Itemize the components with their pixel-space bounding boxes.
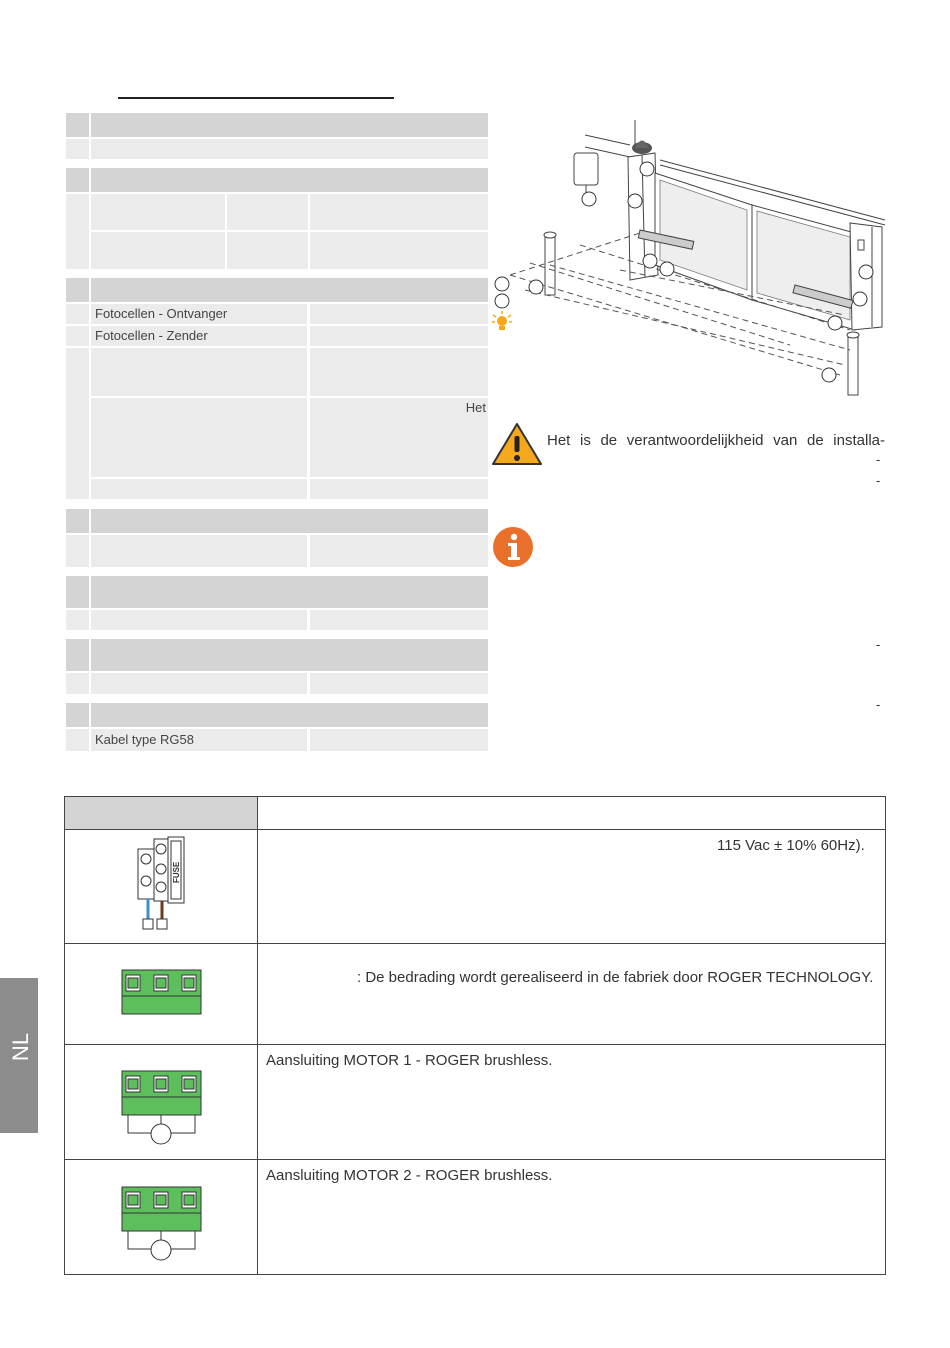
lamp-icon: [492, 311, 512, 330]
terminal-table-header: [65, 797, 257, 829]
motor-terminal-icon: [121, 1070, 203, 1146]
table-row-separator: [65, 829, 885, 830]
table-header: [91, 168, 488, 192]
table-header: [91, 639, 488, 671]
table-marker: [66, 729, 89, 751]
table-cell: [91, 673, 307, 694]
table-row-separator: [65, 1159, 885, 1160]
table-cell: [310, 232, 488, 269]
gate-illustration: [490, 115, 890, 405]
table-header: [91, 703, 488, 727]
power-supply-text: 115 Vac ± 10% 60Hz).: [717, 837, 865, 854]
table-marker: [66, 703, 89, 727]
info-dash: -: [876, 697, 881, 712]
table-marker: [66, 194, 89, 269]
table-marker: [66, 168, 89, 192]
table-marker: [66, 348, 89, 499]
table-cell: [310, 326, 488, 346]
table-cell: [227, 232, 308, 269]
table-row-separator: [65, 943, 885, 944]
table-marker: [66, 639, 89, 671]
table-marker: [66, 278, 89, 302]
table-marker: [66, 509, 89, 533]
header-underline: [118, 97, 394, 99]
fuse-terminal-icon: [135, 833, 195, 933]
cable-type-label: Kabel type RG58: [91, 729, 307, 751]
motor-terminal-icon: [121, 1186, 203, 1262]
warning-dash: -: [876, 473, 881, 488]
terminal-block-icon: [121, 969, 203, 1017]
language-label: NL: [8, 1032, 33, 1062]
table-marker: [66, 139, 89, 159]
table-cell: [91, 232, 225, 269]
table-row-separator: [65, 1044, 885, 1045]
table-cell: [310, 673, 488, 694]
table-cell: [91, 479, 307, 499]
table-cell: [310, 304, 488, 324]
table-marker: [66, 326, 89, 346]
table-cell: [310, 479, 488, 499]
table-marker: [66, 610, 89, 630]
table-row: [91, 139, 488, 159]
table-cell: [91, 610, 307, 630]
table-cell: [310, 729, 488, 751]
table-cell: [310, 194, 488, 230]
table-header: [91, 278, 488, 302]
table-cell: [91, 348, 307, 396]
language-tab: [0, 978, 38, 1133]
warning-icon: [491, 421, 543, 467]
table-cell: [227, 194, 308, 230]
table-marker: [66, 673, 89, 694]
table-cell: [310, 348, 488, 396]
table-header: [91, 113, 488, 137]
table-cell: [310, 535, 488, 567]
warning-dash: -: [876, 452, 881, 467]
motor1-text: Aansluiting MOTOR 1 - ROGER brushless.: [266, 1052, 553, 1069]
table-cell: [91, 535, 307, 567]
table-cell: [310, 610, 488, 630]
het-text: Het: [465, 400, 486, 415]
table-marker: [66, 535, 89, 567]
table-divider: [257, 797, 258, 1274]
warning-text: Het is de verantwoordelijkheid van de installa-: [547, 432, 885, 449]
info-icon: [492, 526, 534, 568]
fuse-label: FUSE: [172, 861, 181, 883]
photocell-receiver-label: Fotocellen - Ontvanger: [91, 304, 307, 324]
photocell-transmitter-label: Fotocellen - Zender: [91, 326, 307, 346]
terminal-table: [64, 796, 886, 1275]
table-cell: [91, 194, 225, 230]
table-cell: [91, 398, 307, 477]
info-dash: -: [876, 637, 881, 652]
table-marker: [66, 576, 89, 608]
table-header: [91, 509, 488, 533]
table-marker: [66, 113, 89, 137]
factory-wiring-text: : De bedrading wordt gerealiseerd in de fabriek door ROGER TECHNOLOGY.: [357, 969, 874, 986]
table-header: [91, 576, 488, 608]
motor2-text: Aansluiting MOTOR 2 - ROGER brushless.: [266, 1167, 553, 1184]
table-marker: [66, 304, 89, 324]
